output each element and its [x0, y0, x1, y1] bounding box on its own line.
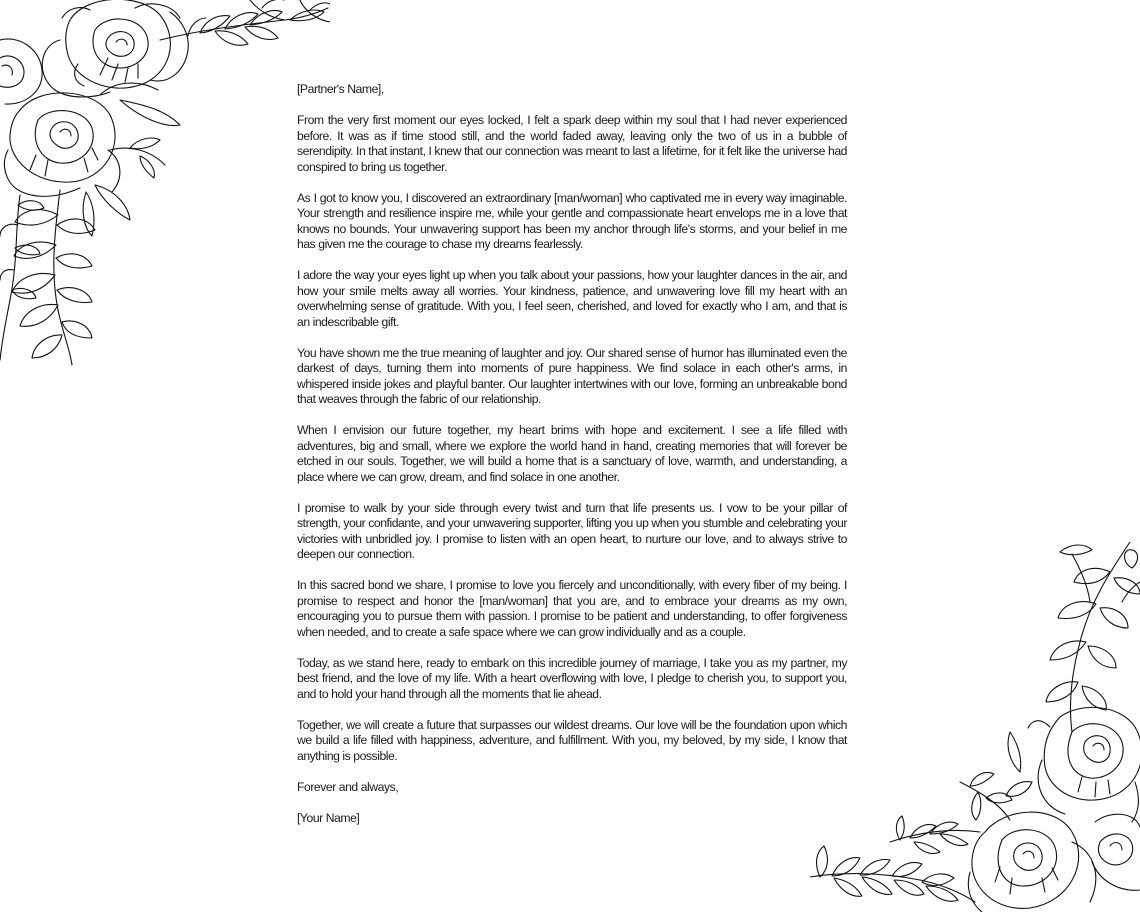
paragraph: From the very first moment our eyes locked, I felt a spark deep within my soul that I had never experienced before. It was as if time stood still, and the world faded away, leaving only the two of us in a bubble of serendipity. In that instant, I knew that our connection was meant to last a lifetime, for it felt like the universe had conspired to bring us together.	[297, 113, 847, 174]
closing: Forever and always,	[297, 779, 399, 794]
signature: [Your Name]	[297, 810, 360, 825]
rose-illustration	[968, 812, 1095, 912]
greeting: [Partner's Name],	[297, 82, 384, 96]
floral-corner-top-left	[0, 0, 330, 368]
rose-illustration	[1092, 814, 1140, 890]
paragraph: As I got to know you, I discovered an extraordinary [man/woman] who captivated me in every way imaginable. Your strength and resilience inspire me, while your gentle and compassionate heart envelops me in a love that knows no bounds. Your unwavering support has been my anchor through life's storms, and your belief in me has given me the courage to chase my dreams fearlessly.	[297, 190, 847, 251]
rose-illustration	[1028, 707, 1140, 822]
paragraph: In this sacred bond we share, I promise to love you fiercely and unconditionally, with every fiber of my being. I promise to respect and honor the [man/woman] that you are, and to embrace your dreams as my own, encouraging you to pursue them with passion. I promise to be patient and understanding, to offer forgiveness when needed, and to create a safe space where we can grow individually and as a couple.	[297, 578, 847, 639]
paragraph: Today, as we stand here, ready to embark on this incredible journey of marriage, I take you as my partner, my best friend, and the love of my life. With a heart overflowing with love, I pledge to cherish you, to support you, and to hold your hand through all the moments that lie ahead.	[297, 655, 847, 701]
rose-illustration	[42, 0, 188, 97]
paragraph: I promise to walk by your side through every twist and turn that life presents us. I vow to be your pillar of strength, your confidante, and your unwavering supporter, lifting you up when you stumble and celebrating your victories with unbridled joy. I promise to listen with an open heart, to nurture our love, and to always strive to deepen our connection.	[297, 500, 847, 561]
letter-body	[297, 82, 847, 842]
rose-illustration	[0, 39, 42, 104]
rose-illustration	[4, 93, 119, 196]
paragraph: I adore the way your eyes light up when you talk about your passions, how your laughter dances in the air, and how your smile melts away all worries. Your kindness, patience, and unwavering love fill my heart with an overwhelming sense of gratitude. With you, I feel seen, cherished, and loved for exactly who I am, and that is an indescribable gift.	[297, 268, 847, 329]
paragraph: You have shown me the true meaning of laughter and joy. Our shared sense of humor has illuminated even the darkest of days, turning them into moments of pure happiness. We find solace in each other's arms, in whispered inside jokes and playful banter. Our laughter intertwines with our love, forming an unbreakable bond that weaves through the fabric of our relationship.	[297, 345, 847, 406]
paragraph: When I envision our future together, my heart brims with hope and excitement. I see a life filled with adventures, big and small, where we explore the world hand in hand, creating memories that will forever be etched in our souls. Together, we will build a home that is a sanctuary of love, warmth, and understanding, a place where we can grow, dream, and find solace in one another.	[297, 423, 847, 484]
floral-corner-bottom-right	[810, 542, 1140, 912]
paragraph: Together, we will create a future that surpasses our wildest dreams. Our love will be the foundation upon which we build a life filled with happiness, adventure, and fulfillment. With you, my beloved, by my side, I know that anything is possible.	[297, 717, 847, 763]
